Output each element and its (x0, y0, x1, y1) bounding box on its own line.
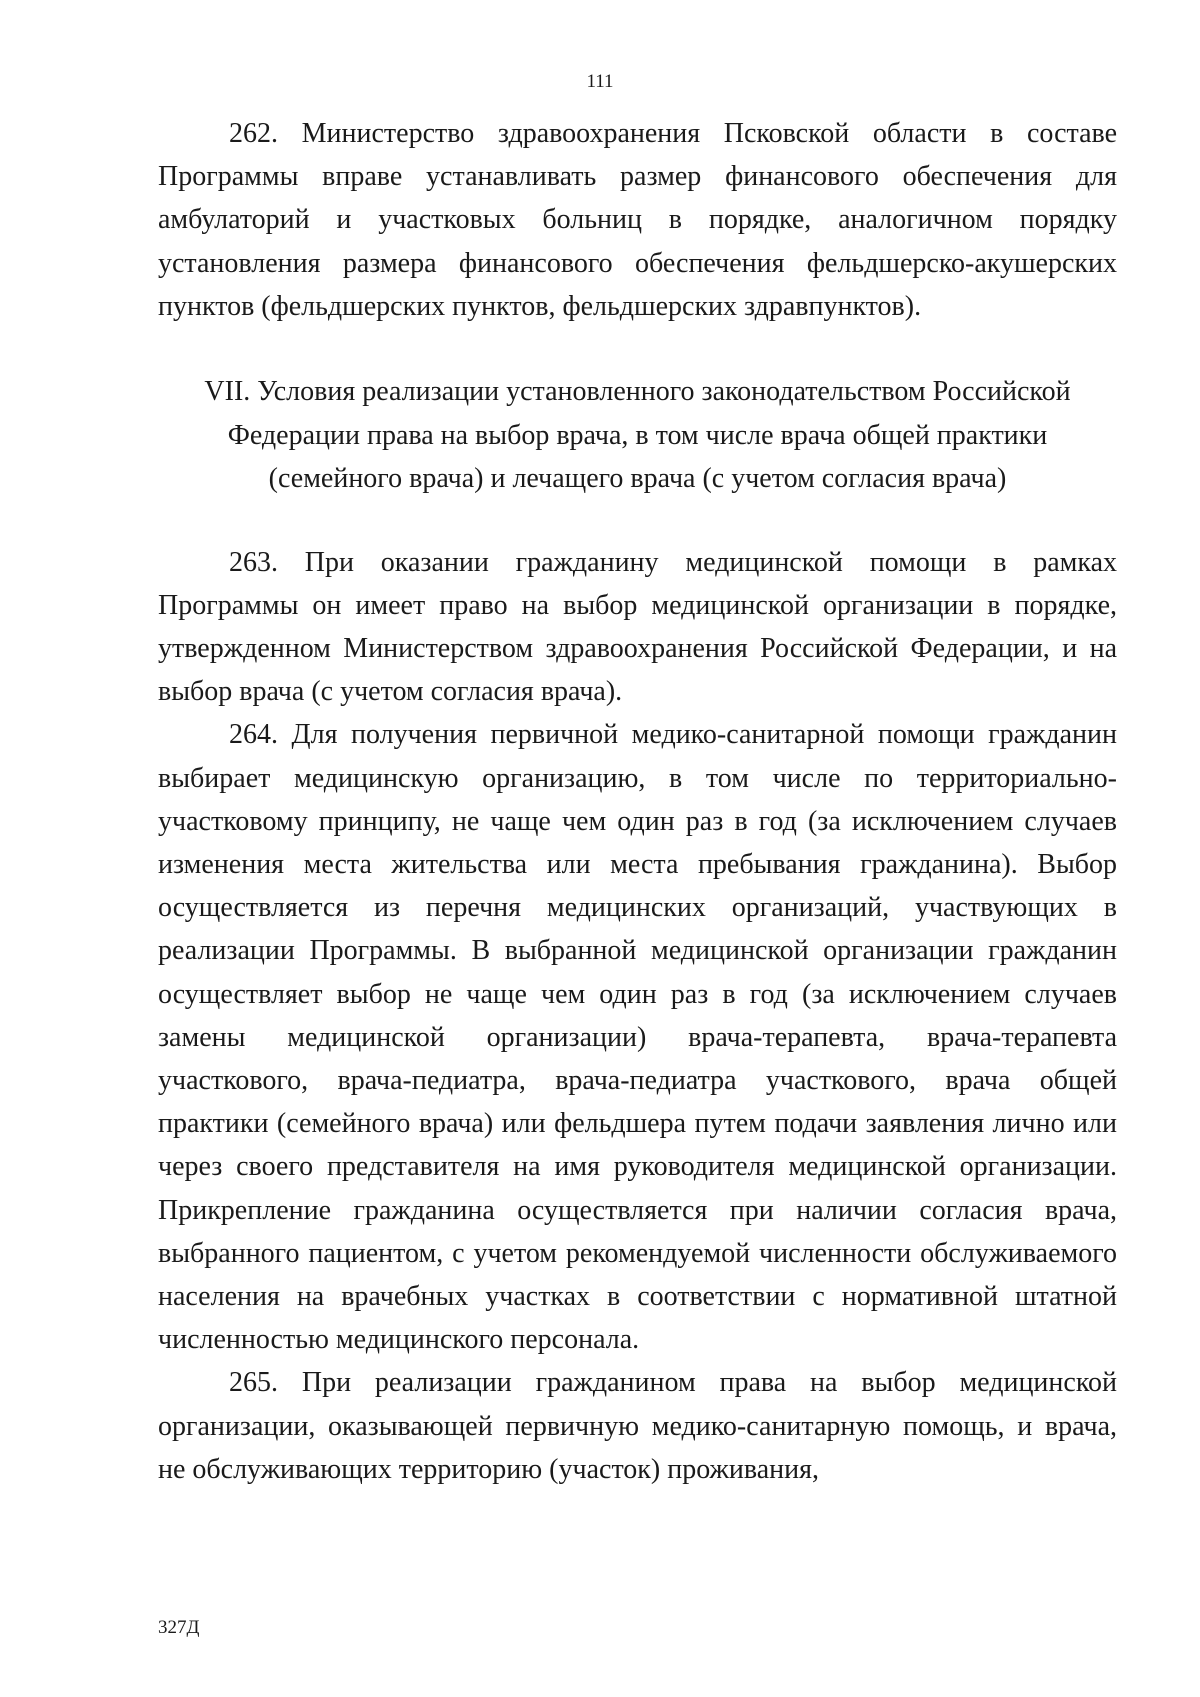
section-heading-line-1: VII. Условия реализации установленного законодательством Российской (204, 376, 1071, 408)
document-body (158, 112, 1117, 1491)
paragraph-262: 262. Министерство здравоохранения Псковской области в составе Программы вправе устанавливать размер финансового обеспечения для амбулаторий и участковых больниц в порядке, аналогичном порядку установления размера финансового обеспечения фельдшерско-акушерских пунктов (фельдшерских пунктов, фельдшерских здравпунктов). (158, 118, 1117, 322)
section-heading-line-3: (семейного врача) и лечащего врача (с учетом согласия врача) (268, 463, 1007, 495)
paragraph-263: 263. При оказании гражданину медицинской помощи в рамках Программы он имеет право на выбор медицинской организации в порядке, утвержденном Министерством здравоохранения Российской Федерации, и на выбор врача (с учетом согласия врача). (158, 546, 1117, 708)
section-heading-line-2: Федерации права на выбор врача, в том числе врача общей практики (227, 419, 1048, 451)
page-number: 111 (586, 71, 614, 92)
paragraph-264: 264. Для получения первичной медико-санитарной помощи гражданин выбирает медицинскую организацию, в том числе по территориально-участковому принципу, не чаще чем один раз в год (за исключением случаев изменения места жительства или места пребывания гражданина). Выбор осуществляется из перечня медицинских организаций, участвующих в реализации Программы. В выбранной медицинской организации гражданин осуществляет выбор не чаще чем один раз в год (за исключением случаев замены медицинской организации) врача-терапевта, врача-терапевта участкового, врача-педиатра, врача-педиатра участкового, врача общей практики (семейного врача) или фельдшера путем подачи заявления лично или через своего представителя на имя руководителя медицинской организации. Прикрепление гражданина осуществляется при наличии согласия врача, выбранного пациентом, с учетом рекомендуемой численности обслуживаемого населения на врачебных участках в соответствии с нормативной штатной численностью медицинского персонала. (158, 719, 1117, 1356)
document-code: 327Д (158, 1617, 200, 1638)
paragraph-265: 265. При реализации гражданином права на выбор медицинской организации, оказывающей первичную медико-санитарную помощь, и врача, не обслуживающих территорию (участок) проживания, (158, 1367, 1117, 1485)
section-heading (158, 370, 1117, 501)
